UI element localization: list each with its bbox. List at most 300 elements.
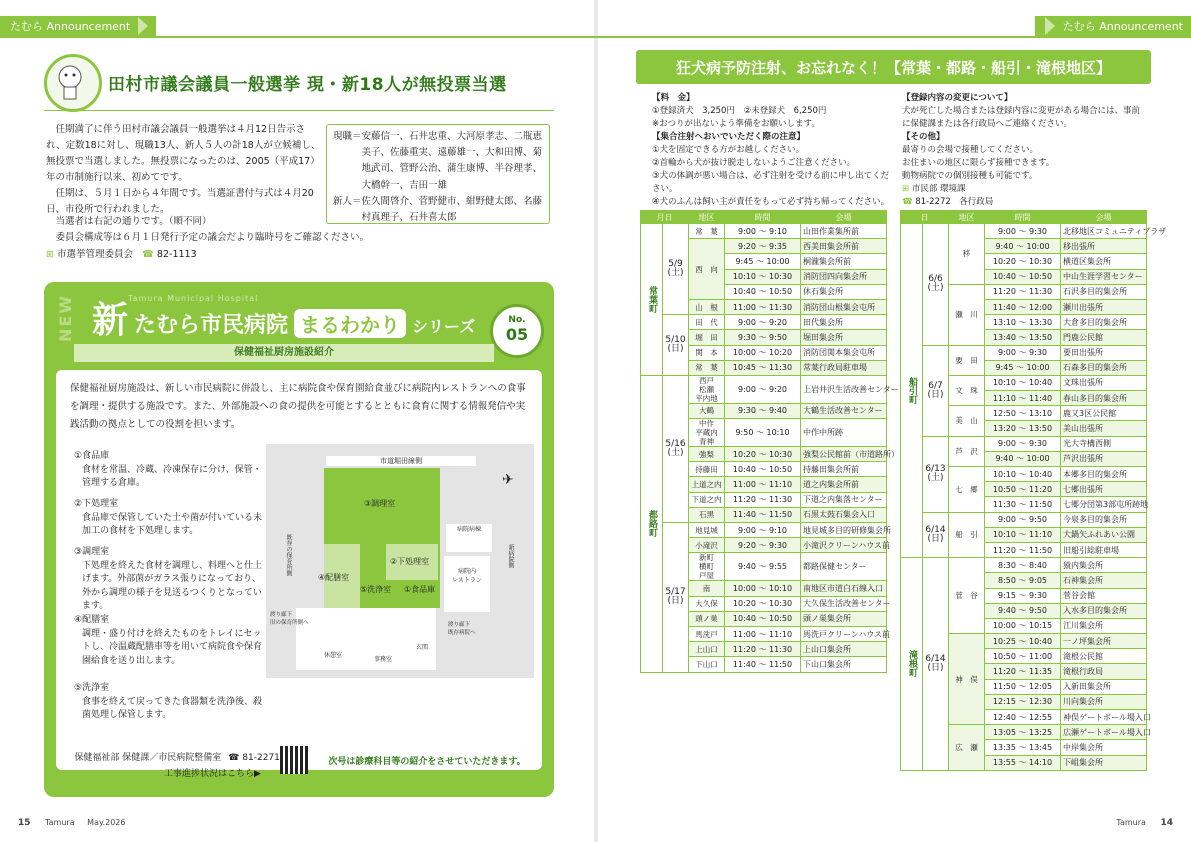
schedule-time: 10:20 〜 10:30 [725, 596, 801, 611]
schedule-time: 11:10 〜 11:40 [985, 391, 1061, 406]
notice-item: ④犬のふんは飼い主が責任をもって必ず持ち帰ってください。 [652, 197, 890, 207]
title-main: たむら市民病院 [134, 313, 289, 338]
schedule-place: 石黒 [689, 507, 725, 522]
schedule-venue: 広瀬ゲートボール場入口 [1061, 725, 1147, 740]
hospital-en-title: Tamura Municipal Hospital [128, 294, 259, 303]
schedule-row [641, 315, 887, 330]
schedule-venue: 芦沢出張所 [1061, 451, 1147, 466]
schedule-time: 12:40 〜 12:55 [985, 710, 1061, 725]
schedule-venue: 石沢多目的集会所 [1061, 284, 1147, 299]
schedule-time: 11:20 〜 11:30 [985, 284, 1061, 299]
schedule-place: 神 俣 [949, 634, 985, 725]
schedule-time: 10:00 〜 10:15 [985, 618, 1061, 633]
schedule-place: 下山口 [689, 657, 725, 672]
schedule-time: 10:10 〜 11:10 [985, 527, 1061, 542]
schedule-venue: 地見城多目的研修集会所 [801, 523, 887, 538]
hospital-title [92, 292, 475, 343]
notice-item: ①犬を固定できる方がお越しください。 [652, 145, 805, 155]
schedule-venue: 消防団山根集会屯所 [801, 299, 887, 314]
schedule-venue: 大鍋矢ふれあい公園 [1061, 527, 1147, 542]
other-line: 動物病院での個別接種も可能です。 [902, 171, 1038, 181]
room-storage [74, 450, 264, 491]
schedule-row [901, 512, 1147, 527]
schedule-time: 13:55 〜 14:10 [985, 755, 1061, 770]
left-side-label: 既存の保育所側 [285, 534, 292, 576]
room-title: ①食品庫 [74, 451, 110, 461]
schedule-venue: 都路保健センター [801, 553, 887, 581]
election-note: 当選者は右記の通りです。（順不同） [55, 216, 212, 227]
incumbents-row [333, 129, 543, 194]
schedule-table-left [640, 210, 899, 673]
schedule-row [641, 523, 887, 538]
triangle-icon [1045, 17, 1055, 35]
schedule-time: 11:50 〜 12:05 [985, 679, 1061, 694]
phone-icon: ☎ [142, 249, 154, 260]
schedule-time: 9:40 〜 9:50 [985, 603, 1061, 618]
header-tag-text: たむら Announcement [1062, 20, 1183, 33]
series-number-badge [490, 304, 544, 358]
incumbents-label: 現職＝ [333, 131, 362, 142]
col-time: 時間 [725, 211, 801, 224]
room-title: ⑤洗浄室 [74, 683, 110, 693]
title-maru: まるわかり [294, 309, 406, 338]
schedule-time: 9:50 〜 10:10 [725, 419, 801, 447]
room-desc: 食事を終えて戻ってきた食器類を洗浄後、殺菌処理し保管します。 [82, 696, 263, 720]
schedule-row [901, 224, 1147, 239]
schedule-venue: 猿内集会所 [1061, 558, 1147, 573]
schedule-date: 5/10 (日) [663, 315, 689, 376]
newcomers-list: 佐久間啓介、菅野健市、紺野健太郎、名藤村真理子、石井喜太郎 [361, 195, 543, 224]
schedule-time: 11:20 〜 11:35 [985, 664, 1061, 679]
left-footer [18, 818, 125, 828]
lower-building [296, 608, 436, 670]
schedule-venue: 馬洗戸クリーンハウス前 [801, 626, 887, 641]
election-note: 委員会構成等は６月１日発行予定の議会だより臨時号をご確認ください。 [55, 232, 370, 243]
schedule-time: 11:40 〜 11:50 [725, 657, 801, 672]
schedule-place: 頭ノ巣 [689, 611, 725, 626]
schedule-table-right [900, 210, 1167, 771]
schedule-time: 9:40 〜 10:00 [985, 451, 1061, 466]
schedule-venue: 休石集会所 [801, 284, 887, 299]
floor-plan [266, 444, 534, 678]
schedule-venue: 常葉行政局駐車場 [801, 360, 887, 375]
col-date: 日 [901, 211, 949, 224]
header-tag-text: たむら Announcement [10, 20, 131, 33]
schedule-place: 文 珠 [949, 375, 985, 405]
election-rule [44, 110, 554, 111]
corridor-label-2: 渡り廊下 既存病院へ [448, 622, 476, 636]
schedule-time: 9:40 〜 10:00 [985, 239, 1061, 254]
schedule-time: 9:00 〜 9:20 [725, 315, 801, 330]
schedule-place: 南 [689, 581, 725, 596]
schedule-time: 10:40 〜 10:50 [725, 284, 801, 299]
serving-label: ④配膳室 [318, 573, 350, 582]
schedule-venue: 光大寺構西側 [1061, 436, 1147, 451]
schedule-venue: 中岸集会所 [1061, 740, 1147, 755]
schedule-venue: 川向集会所 [1061, 694, 1147, 709]
washroom-label: 休憩室 [324, 652, 343, 659]
schedule-time: 10:40 〜 10:50 [725, 462, 801, 477]
schedule-date: 5/9 (土) [663, 224, 689, 315]
schedule-place: 小滝沢 [689, 538, 725, 553]
schedule-time: 10:20 〜 10:30 [985, 254, 1061, 269]
mascot-icon [44, 54, 102, 112]
elected-members-box [326, 124, 550, 224]
page-number: 14 [1160, 818, 1173, 828]
issue-date: May.2026 [87, 818, 126, 827]
schedule-place: 要 田 [949, 345, 985, 375]
schedule-venue: 中山生涯学習センター [1061, 269, 1147, 284]
storage-label: ①食品庫 [404, 585, 436, 594]
schedule-place: 菅 谷 [949, 558, 985, 634]
schedule-time: 10:40 〜 10:50 [985, 269, 1061, 284]
schedule-time: 9:00 〜 9:30 [985, 224, 1061, 239]
schedule-time: 13:35 〜 13:45 [985, 740, 1061, 755]
room-desc: 調理・盛り付けを終えたものをトレイにセットし、冷温蔵配膳車等を用いて病院食や保育園給食を送り出します。 [82, 628, 263, 666]
room-desc: 食品庫で保管していた土や菌が付いている未加工の食材を下処理します。 [82, 512, 263, 536]
schedule-venue: 消防団関本集会屯所 [801, 345, 887, 360]
schedule-venue: 七郷出張所 [1061, 482, 1147, 497]
schedule-venue: 七郷分団第3部屯所跡地 [1061, 497, 1147, 512]
schedule-place: 芦 沢 [949, 436, 985, 466]
header-tag-right [1035, 16, 1191, 36]
header-rule [596, 36, 1191, 38]
schedule-place: 瀬 川 [949, 284, 985, 345]
contact-tel: 82-1113 [156, 249, 197, 260]
schedule-time: 13:10 〜 13:30 [985, 315, 1061, 330]
hospital-content-panel [56, 370, 542, 770]
road-label: 市道堀田線側 [326, 456, 476, 466]
other-line: 最寄りの会場で接種してください。 [902, 145, 1039, 155]
schedule-date: 5/16 (土) [663, 375, 689, 522]
schedule-time: 11:30 〜 11:50 [985, 497, 1061, 512]
schedule-date: 6/13 (土) [923, 436, 949, 512]
schedule-venue: 石森多目的集会所 [1061, 360, 1147, 375]
incumbents-list: 安藤信一、石井忠重、大河原孝志、二瓶恵美子、佐藤重実、遠藤雄一、大和田博、菊地武司、管野公治、蒲生康博、半谷理孝、大橋幹一、吉田一雄 [361, 131, 543, 191]
schedule-venue: 美山出張所 [1061, 421, 1147, 436]
new-mark: NEW [56, 294, 75, 342]
title-series: シリーズ [412, 317, 476, 336]
schedule-venue: 中作中所跡 [801, 419, 887, 447]
schedule-venue: 入水多目的集会所 [1061, 603, 1147, 618]
room-title: ③調理室 [74, 547, 110, 557]
schedule-venue: 瀬川出張所 [1061, 299, 1147, 314]
schedule-place: 田 代 [689, 315, 725, 330]
schedule-time: 9:00 〜 9:30 [985, 436, 1061, 451]
schedule-time: 10:40 〜 10:50 [725, 611, 801, 626]
election-notes [46, 214, 369, 246]
schedule-time: 9:45 〜 10:00 [985, 360, 1061, 375]
schedule-place: 持藤田 [689, 462, 725, 477]
schedule-row [901, 345, 1147, 360]
schedule-venue: 鹿又3区公民館 [1061, 406, 1147, 421]
schedule-venue: 桐瀧集会所前 [801, 254, 887, 269]
schedule-time: 11:20 〜 11:50 [985, 542, 1061, 557]
qr-code-icon[interactable] [280, 746, 308, 774]
schedule-time: 9:00 〜 9:20 [725, 375, 801, 403]
header-tag-left [0, 16, 156, 36]
col-time: 時間 [985, 211, 1061, 224]
schedule-time: 10:50 〜 11:20 [985, 482, 1061, 497]
schedule-place: 堀 田 [689, 330, 725, 345]
area-name: 船引町 [901, 224, 923, 558]
schedule-time: 11:20 〜 11:30 [725, 642, 801, 657]
rabies-contact-tel [902, 196, 1142, 209]
schedule-place: 西 向 [689, 239, 725, 300]
rabies-title: 狂犬病予防注射、お忘れなく！【常葉・都路・船引・滝根地区】 [636, 50, 1151, 84]
notice-item: ③犬の体調が悪い場合は、必ず注射を受ける前に申し出てください。 [652, 171, 890, 194]
schedule-venue: 本郷多目的集会所 [1061, 467, 1147, 482]
city-icon: ⊞ [46, 249, 54, 260]
schedule-time: 10:50 〜 11:00 [985, 649, 1061, 664]
hospital-contact-tel: 81-2271 [242, 753, 280, 763]
schedule-row [641, 224, 887, 239]
room-desc: 下処理を終えた食材を調理し、料理へと仕上げます。外部菌がガラス張りになっており、外から調理の様子を見送るつくりとなっています。 [82, 560, 263, 611]
schedule-venue: 石黒太鼓石集会入口 [801, 507, 887, 522]
schedule-venue: 道之内集会所前 [801, 477, 887, 492]
schedule-time: 10:10 〜 10:30 [725, 269, 801, 284]
city-icon: ⊞ [64, 753, 72, 763]
schedule-place: 馬洗戸 [689, 626, 725, 641]
fee-line: ①登録済犬 3,250円 ②未登録犬 6,250円 [652, 106, 827, 116]
schedule-venue: 消防団四向集会所 [801, 269, 887, 284]
schedule-time: 8:50 〜 9:05 [985, 573, 1061, 588]
schedule-venue: 滝根公民館 [1061, 649, 1147, 664]
city-icon: ⊞ [902, 184, 910, 194]
schedule-place: 船 引 [949, 512, 985, 558]
schedule-place: 移 [949, 224, 985, 285]
schedule-venue: 旧船引総駐車場 [1061, 542, 1147, 557]
schedule-venue: 今泉多目的集会所 [1061, 512, 1147, 527]
schedule-venue: 上山口集会所 [801, 642, 887, 657]
contact-org: 市選挙管理委員会 [57, 249, 134, 260]
schedule-venue: 頭ノ巣集会所 [801, 611, 887, 626]
election-title: 田村市議会議員一般選挙 現・新18人が無投票当選 [108, 75, 507, 95]
room-title: ②下処理室 [74, 499, 119, 509]
area-name: 都路町 [641, 375, 663, 672]
triangle-icon [138, 17, 148, 35]
hospital-contact [64, 750, 280, 763]
schedule-venue: 神俣ゲートボール場入口 [1061, 710, 1147, 725]
ward-label: 病院病棟 [446, 524, 492, 552]
schedule-date: 5/17 (日) [663, 523, 689, 673]
rabies-info-left [652, 92, 892, 209]
col-venue: 会場 [1061, 211, 1147, 224]
election-paragraph: 任期満了に伴う田村市議会議員一般選挙は４月12日告示され、定数18に対し、現職13人、新人５人の計18人が立候補し、無投票で当選しました。無投票になったのは、2005（平成17）年の市制施行以来、初めてです。 [46, 124, 321, 183]
schedule-time: 9:20 〜 9:30 [725, 538, 801, 553]
schedule-time: 9:00 〜 9:10 [725, 523, 801, 538]
schedule-venue: 入新田集会所 [1061, 679, 1147, 694]
election-contact [46, 246, 197, 260]
area-name: 常葉町 [641, 224, 663, 376]
schedule-place: 山 根 [689, 299, 725, 314]
schedule-place: 西戸 松瀬 平内地 [689, 375, 725, 403]
change-text: 犬が死亡した場合または登録内容に変更がある場合には、事前に保健課または各行政局へご連絡ください。 [902, 106, 1141, 129]
schedule-venue: 文珠出張所 [1061, 375, 1147, 390]
schedule-time: 9:40 〜 9:55 [725, 553, 801, 581]
title-new: 新 [92, 300, 129, 341]
schedule-venue: 門鹿公民館 [1061, 330, 1147, 345]
schedule-row [901, 436, 1147, 451]
schedule-venue: 菅谷会館 [1061, 588, 1147, 603]
contact-org: 市民部 環境課 [911, 184, 966, 194]
schedule-time: 9:30 〜 9:50 [725, 330, 801, 345]
schedule-venue: 堀田集会所 [801, 330, 887, 345]
fee-note: ※おつりが出ないよう準備をお願いします。 [652, 119, 820, 129]
schedule-place: 大鶴 [689, 403, 725, 418]
schedule-time: 12:50 〜 13:10 [985, 406, 1061, 421]
schedule-time: 13:05 〜 13:25 [985, 725, 1061, 740]
schedule-place: 中作 平蔵内 青神 [689, 419, 725, 447]
schedule-venue: 上岩井沢生活改善センター [801, 375, 887, 403]
other-line: お住まいの地区に限らず接種できます。 [902, 158, 1055, 168]
schedule-venue: 要田出張所 [1061, 345, 1147, 360]
schedule-time: 10:00 〜 10:10 [725, 581, 801, 596]
notice-item: ②首輪から犬が抜け脱走しないようご注意ください。 [652, 158, 856, 168]
hospital-feature [44, 282, 554, 797]
schedule-venue: 西美田集会所前 [801, 239, 887, 254]
schedule-date: 6/14 (日) [923, 512, 949, 558]
schedule-time: 11:00 〜 11:10 [725, 477, 801, 492]
schedule-venue: 大鶴生活改善センター [801, 403, 887, 418]
schedule-time: 9:00 〜 9:50 [985, 512, 1061, 527]
schedule-venue: 下山口集会所 [801, 657, 887, 672]
schedule-date: 6/7 (日) [923, 345, 949, 436]
schedule-place: 下道之内 [689, 492, 725, 507]
schedule-time: 13:20 〜 13:50 [985, 421, 1061, 436]
schedule-place: 強梨 [689, 447, 725, 462]
room-prep [74, 498, 264, 539]
publication: Tamura [1116, 818, 1146, 827]
election-paragraph: 任期は、５月１日から４年間です。当選証書付与式は４月20日、市役所で行われました。 [46, 188, 314, 215]
compass-icon: ✈ [502, 472, 514, 488]
schedule-venue: 南地区市道白石線入口 [801, 581, 887, 596]
schedule-time: 9:00 〜 9:10 [725, 224, 801, 239]
schedule-venue: 北移地区コミュニティプラザ [1061, 224, 1147, 239]
change-heading: 【登録内容の変更について】 [902, 93, 1013, 103]
rabies-contact-org [902, 183, 1142, 196]
schedule-row [641, 375, 887, 403]
schedule-time: 11:40 〜 11:50 [725, 507, 801, 522]
col-venue: 会場 [801, 211, 887, 224]
page-number: 15 [18, 818, 31, 828]
schedule-venue: 石神集会所 [1061, 573, 1147, 588]
schedule-venue: 横道区集会所 [1061, 254, 1147, 269]
schedule-time: 11:20 〜 11:30 [725, 492, 801, 507]
schedule-row [901, 558, 1147, 573]
hospital-subtitle: 保健福祉厨房施設紹介 [74, 344, 494, 362]
schedule-place: 新町 横町 戸屋 [689, 553, 725, 581]
schedule-venue: 田代集会所 [801, 315, 887, 330]
schedule-venue: 春山多目的集会所 [1061, 391, 1147, 406]
schedule-venue: 下道之内集落センター [801, 492, 887, 507]
phone-icon: ☎ [902, 197, 913, 207]
schedule-date: 6/6 (土) [923, 224, 949, 346]
prep-label: ②下処理室 [390, 557, 430, 566]
schedule-time: 9:45 〜 10:00 [725, 254, 801, 269]
progress-link[interactable]: 工事進捗状況はこちら▶ [164, 769, 261, 779]
schedule-time: 11:00 〜 11:10 [725, 626, 801, 641]
schedule-place: 常 葉 [689, 224, 725, 239]
cooking-label: ③調理室 [364, 499, 396, 508]
schedule-place: 美 山 [949, 406, 985, 436]
schedule-place: 地見城 [689, 523, 725, 538]
schedule-time: 10:20 〜 10:30 [725, 447, 801, 462]
room-serving [74, 614, 264, 668]
schedule-date: 6/14 (日) [923, 558, 949, 771]
other-heading: 【その他】 [902, 132, 945, 142]
series-no-value: 05 [505, 325, 529, 344]
schedule-time: 9:30 〜 9:40 [725, 403, 801, 418]
phone-icon: ☎ [228, 753, 240, 763]
contact-tel: 81-2272 各行政局 [915, 197, 994, 207]
hospital-contact-org: 保健福祉部 保健課／市民病院整備室 [74, 753, 222, 763]
schedule-venue: 江川集会所 [1061, 618, 1147, 633]
schedule-time: 12:15 〜 12:30 [985, 694, 1061, 709]
room-desc: 食材を常温、冷蔵、冷凍保存に分け、保管・管理する倉庫。 [82, 464, 262, 488]
entrance-label: 玄関 [416, 644, 429, 651]
schedule-time: 13:40 〜 13:50 [985, 330, 1061, 345]
area-name: 滝根町 [901, 558, 923, 771]
schedule-time: 8:30 〜 8:40 [985, 558, 1061, 573]
right-page [596, 0, 1191, 842]
schedule-venue: 下岨集会所 [1061, 755, 1147, 770]
schedule-time: 9:00 〜 9:30 [985, 345, 1061, 360]
room-title: ④配膳室 [74, 615, 110, 625]
room-wash [74, 682, 264, 723]
col-area: 地区 [689, 211, 725, 224]
publication: Tamura [45, 818, 75, 827]
notice-heading: 【集合注射へおいでいただく際の注意】 [652, 132, 806, 142]
office-label: 事務室 [374, 656, 393, 663]
schedule-time: 9:20 〜 9:35 [725, 239, 801, 254]
schedule-venue: 強梨公民館前（市道路所） [801, 447, 887, 462]
col-area: 地区 [949, 211, 985, 224]
room-cooking [74, 546, 264, 614]
schedule-time: 10:25 〜 10:40 [985, 634, 1061, 649]
schedule-venue: 大倉多目的集会所 [1061, 315, 1147, 330]
schedule-venue: 持藤田集会所前 [801, 462, 887, 477]
hospital-intro: 保健福祉厨房施設は、新しい市民病院に併設し、主に病院食や保育園給食並びに病院内レストランへの食事を調理・提供する施設です。また、外部施設への食の提供を可能とするとともに食育に関する情報発信や実践活動の拠点としての役割を担います。 [70, 383, 526, 430]
schedule-venue: 小滝沢クリーンハウス前 [801, 538, 887, 553]
election-body [46, 122, 324, 218]
schedule-venue: 山田作業集所前 [801, 224, 887, 239]
col-date: 月日 [641, 211, 689, 224]
schedule-time: 10:45 〜 11:30 [725, 360, 801, 375]
schedule-time: 10:00 〜 10:20 [725, 345, 801, 360]
newcomers-label: 新人＝ [333, 195, 362, 207]
schedule-place: 七 郷 [949, 467, 985, 513]
restaurant-label: 病院内 レストラン [444, 556, 490, 612]
schedule-place: 常 葉 [689, 360, 725, 375]
schedule-venue: 大久保生活改善センター [801, 596, 887, 611]
schedule-time: 11:40 〜 12:00 [985, 299, 1061, 314]
schedule-venue: 移出張所 [1061, 239, 1147, 254]
schedule-place: 広 瀬 [949, 725, 985, 771]
corridor-label-1: 渡り廊下 旧の保育所側へ [270, 612, 309, 626]
schedule-time: 9:15 〜 9:30 [985, 588, 1061, 603]
rabies-info-right [902, 92, 1142, 209]
schedule-place: 大久保 [689, 596, 725, 611]
schedule-place: 上山口 [689, 642, 725, 657]
schedule-venue: 滝根行政局 [1061, 664, 1147, 679]
series-no-label: No. [508, 315, 526, 325]
next-issue-note: 次号は診療科目等の紹介をさせていただきます。 [316, 754, 538, 770]
schedule-venue: 一ノ坪集会所 [1061, 634, 1147, 649]
schedule-time: 10:10 〜 10:40 [985, 467, 1061, 482]
right-side-label: 新病院側 [507, 544, 514, 568]
schedule-time: 11:00 〜 11:30 [725, 299, 801, 314]
